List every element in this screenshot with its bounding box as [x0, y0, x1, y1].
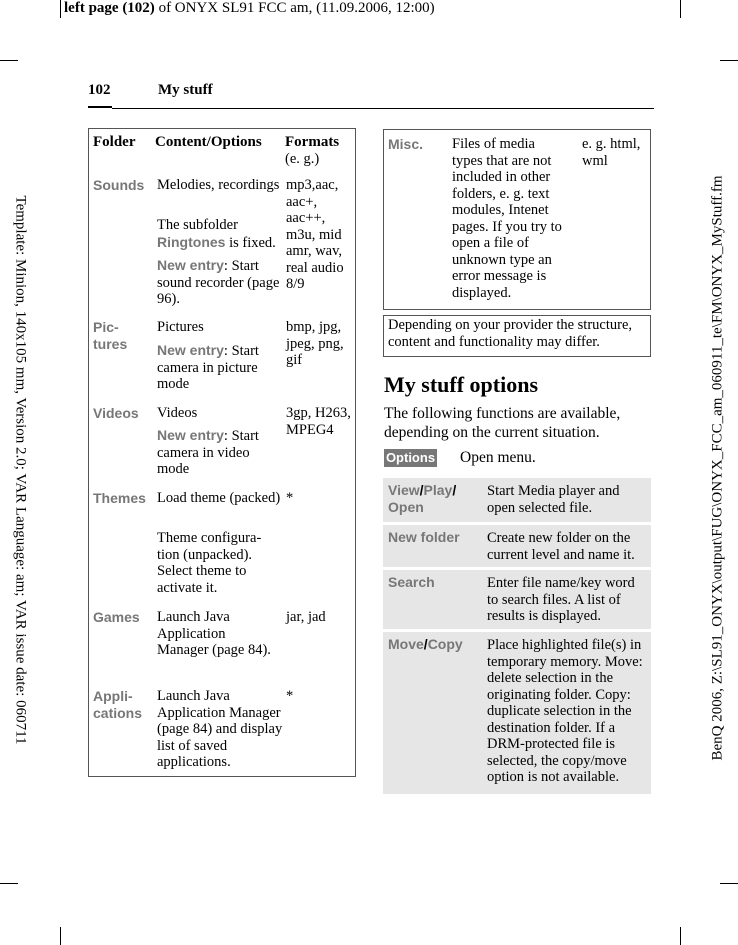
- crop-mark: [0, 60, 18, 61]
- function-desc: Enter file name/key word to search files. A list of results is displayed.: [487, 575, 635, 624]
- themes-content-2: Theme configura-tion (unpacked). Select theme to activate it.: [157, 530, 262, 596]
- section-heading: My stuff options: [384, 372, 539, 397]
- sounds-content-3: [157, 257, 281, 308]
- header-formats: Formats: [285, 134, 340, 150]
- new-entry-label: New entry: [157, 427, 224, 443]
- page-number: 102: [88, 82, 111, 98]
- fn-play: Play: [423, 482, 453, 498]
- games-content: Launch Java Application Manager (page 84).: [157, 609, 271, 658]
- crop-mark: [720, 883, 738, 884]
- folder-table: [88, 128, 356, 777]
- header-content: Content/Options: [155, 134, 262, 150]
- fn-view: View: [388, 482, 420, 498]
- applications-formats: *: [286, 688, 294, 704]
- folder-themes: Themes: [93, 490, 146, 506]
- pictures-content-1: Pictures: [157, 319, 204, 335]
- folder-pictures-2: tures: [93, 336, 128, 352]
- new-entry-label: New entry: [157, 342, 224, 358]
- pictures-formats: bmp, jpg, jpeg, png, gif: [286, 319, 344, 368]
- themes-formats: *: [286, 490, 294, 506]
- header-rest: of ONYX SL91 FCC am, (11.09.2006, 12:00): [154, 0, 435, 16]
- function-row-move-copy: [383, 632, 651, 794]
- pictures-content-2b: : Start camera in picture mode: [157, 343, 259, 392]
- header-rule-thick: [88, 106, 112, 108]
- applications-content: Launch Java Application Manager (page 84) and display list of saved applications.: [157, 688, 283, 770]
- crop-mark: [720, 60, 738, 61]
- sounds-content-1: Melodies, recordings: [157, 177, 280, 193]
- videos-content-2b: : Start camera in video mode: [157, 428, 259, 477]
- misc-content: Files of media types that are not included in other folders, e. g. text modules, Intenet pages. If you try to open a file of unknown type an error message is displayed.: [452, 136, 562, 301]
- sounds-content-2c: is fixed.: [225, 234, 276, 251]
- sounds-content-2: [157, 217, 281, 251]
- crop-mark: [60, 0, 61, 18]
- folder-applications-1: Appli-: [93, 688, 133, 704]
- open-menu-text: Open menu.: [460, 449, 536, 466]
- function-row-search: [383, 570, 651, 629]
- misc-formats: e. g. html, wml: [582, 136, 641, 169]
- function-desc: Create new folder on the current level and name it.: [487, 530, 635, 563]
- crop-mark: [0, 883, 18, 884]
- side-note-left: Template: Minion, 140x105 mm, Version 2.0; VAR Language: am; VAR issue date: 060711: [12, 195, 29, 745]
- function-name: [388, 636, 463, 653]
- function-name: Search: [388, 574, 435, 590]
- sounds-content-2a: The subfolder: [157, 217, 238, 233]
- fn-open: Open: [388, 499, 424, 515]
- side-note-right: BenQ 2006, Z:\SL91_ONYX\output\FUG\ONYX_FCC_am_060911_te\FM\ONYX_MyStuff.fm: [709, 175, 726, 761]
- folder-pictures-1: Pic-: [93, 319, 119, 335]
- misc-table: [383, 129, 651, 310]
- fn-move: Move: [388, 636, 424, 652]
- videos-content-1: Videos: [157, 405, 198, 421]
- function-name: [388, 482, 456, 516]
- provider-note: Depending on your provider the structure, content and functionality may differ.: [383, 315, 651, 357]
- header-formats-sub: (e. g.): [285, 151, 320, 167]
- options-softkey: Options: [385, 450, 436, 465]
- fn-sep: /: [423, 636, 428, 652]
- print-header: [64, 0, 435, 17]
- games-formats: jar, jad: [286, 609, 326, 625]
- themes-content-1: Load theme (packed): [157, 490, 281, 506]
- new-entry-label: New entry: [157, 257, 224, 273]
- header-bold: left page (102): [64, 0, 155, 16]
- folder-sounds: Sounds: [93, 177, 145, 193]
- folder-videos: Videos: [93, 405, 139, 421]
- sounds-formats: mp3,aac, aac+, aac++, m3u, mid amr, wav, real audio 8/9: [286, 177, 344, 292]
- pictures-content-2: [157, 342, 281, 393]
- function-desc: Start Media player and open selected file.: [487, 483, 620, 516]
- fn-copy: Copy: [427, 636, 463, 652]
- header-folder: Folder: [93, 134, 136, 150]
- fn-sep: /: [452, 482, 457, 498]
- ringtones-label: Ringtones: [157, 233, 226, 250]
- function-row-view-play-open: [383, 478, 651, 522]
- sounds-content-3b: : Start sound recorder (page 96).: [157, 258, 280, 307]
- folder-misc: Misc.: [388, 136, 424, 152]
- page-title: My stuff: [158, 82, 213, 98]
- videos-content-2: [157, 427, 281, 478]
- videos-formats: 3gp, H263, MPEG4: [286, 405, 351, 438]
- header-rule: [112, 108, 654, 109]
- function-name: New folder: [388, 529, 460, 545]
- fn-sep: /: [419, 482, 424, 498]
- folder-applications-2: cations: [93, 705, 143, 721]
- function-row-new-folder: [383, 525, 651, 567]
- folder-games: Games: [93, 609, 140, 625]
- crop-mark: [60, 927, 61, 945]
- function-desc: Place highlighted file(s) in temporary memory. Move: delete selection in the originating folder. Copy: duplicate selection in the destination folder. If a DRM-protected file is selected, the copy/move option is not available.: [487, 637, 643, 785]
- crop-mark: [680, 0, 681, 18]
- section-intro: The following functions are available, depending on the current situation.: [384, 405, 621, 441]
- crop-mark: [680, 927, 681, 945]
